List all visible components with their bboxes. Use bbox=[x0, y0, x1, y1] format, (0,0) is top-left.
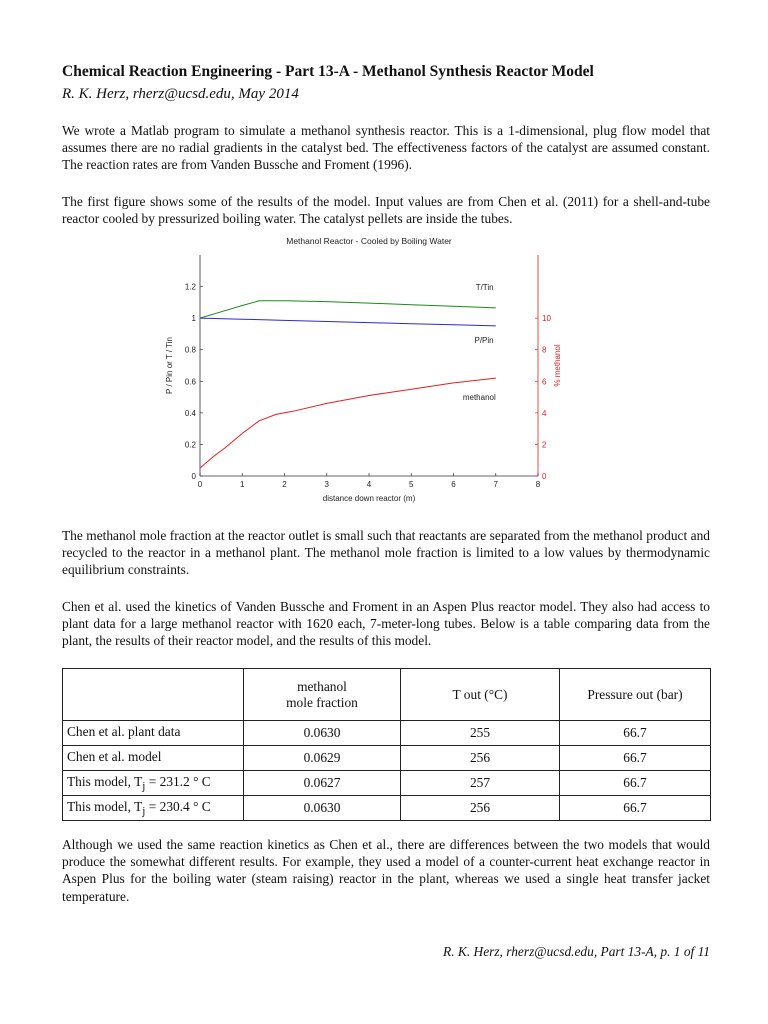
y-tick-label: 1.2 bbox=[184, 282, 196, 292]
series-label-methanol: methanol bbox=[462, 393, 496, 403]
t-out-cell: 257 bbox=[401, 771, 560, 796]
x-axis-label: distance down reactor (m) bbox=[322, 494, 416, 503]
y-tick-label: 0.4 bbox=[184, 408, 196, 418]
x-tick-label: 0 bbox=[197, 480, 203, 489]
table-row bbox=[63, 796, 711, 821]
x-tick-label: 2 bbox=[282, 480, 287, 489]
comparison-table bbox=[62, 668, 711, 821]
series-line-p-pin bbox=[200, 318, 496, 326]
x-tick-label: 5 bbox=[409, 480, 414, 489]
row-label: Chen et al. model bbox=[63, 746, 244, 771]
table-row bbox=[63, 721, 711, 746]
methanol-reactor-chart bbox=[158, 233, 568, 511]
table-header-cell: T out (°C) bbox=[401, 669, 560, 721]
t-out-cell: 256 bbox=[401, 796, 560, 821]
y-tick-label: 1 bbox=[191, 314, 196, 324]
document-page bbox=[62, 62, 710, 959]
paragraph-differences: Although we used the same reaction kinetics as Chen et al., there are differences between the two models that would produce the somewhat different results. For example, they used a model of a counter-current heat exchange reactor in Aspen Plus for the boiling water (steam raising) reactor in the plant, whereas we used a single heat transfer jacket temperature. bbox=[62, 837, 710, 904]
document-title: Chemical Reaction Engineering - Part 13-A - Methanol Synthesis Reactor Model bbox=[62, 63, 594, 80]
table-header-cell: Pressure out (bar) bbox=[560, 669, 711, 721]
y2-tick-label: 8 bbox=[542, 345, 547, 355]
row-label: This model, $T_j = 231.2$ ° C bbox=[63, 771, 244, 796]
paragraph-figure: The first figure shows some of the results of the model. Input values are from Chen et al. (2011) for a shell-and-tube reactor cooled by pressurized boiling water. The catalyst pellets are inside the tubes. bbox=[62, 194, 710, 227]
y2-tick-label: 2 bbox=[542, 440, 547, 450]
x-tick-label: 3 bbox=[324, 480, 329, 489]
y2-tick-label: 6 bbox=[542, 377, 547, 387]
x-tick-label: 1 bbox=[240, 480, 245, 489]
p-out-cell: 66.7 bbox=[560, 771, 711, 796]
y-tick-label: 0 bbox=[191, 472, 196, 481]
mole-fraction-cell: 0.0630 bbox=[244, 796, 401, 821]
x-tick-label: 6 bbox=[451, 480, 456, 489]
y-tick-label: 0.2 bbox=[184, 440, 196, 450]
table-header-cell bbox=[63, 669, 244, 721]
paragraph-intro: We wrote a Matlab program to simulate a methanol synthesis reactor. This is a 1-dimensional, plug flow model that assumes there are no radial gradients in the catalyst bed. The effectiveness factors of the catalyst are assumed constant. The reaction rates are from Vanden Bussche and Froment (1996). bbox=[62, 123, 710, 173]
page-footer: R. K. Herz, rherz@ucsd.edu, Part 13-A, p. 1 of 11 bbox=[443, 944, 710, 959]
y2-axis-label: % methanol bbox=[553, 344, 562, 387]
x-tick-label: 4 bbox=[366, 480, 372, 489]
series-label-t-tin: T/Tin bbox=[475, 282, 494, 292]
p-out-cell: 66.7 bbox=[560, 721, 711, 746]
series-line-t-tin bbox=[200, 301, 496, 318]
paragraph-mole-fraction: The methanol mole fraction at the reactor outlet is small such that reactants are separated from the methanol product and recycled to the reactor in a methanol plant. The methanol mole fraction is limited to a low values by thermodynamic equilibrium constraints. bbox=[62, 528, 710, 578]
mole-fraction-cell: 0.0629 bbox=[244, 746, 401, 771]
table-header-cell: methanol mole fraction bbox=[244, 669, 401, 721]
mole-fraction-cell: 0.0627 bbox=[244, 771, 401, 796]
series-line-methanol bbox=[200, 378, 496, 468]
row-label: This model, $T_j = 230.4$ ° C bbox=[63, 796, 244, 821]
row-label: Chen et al. plant data bbox=[63, 721, 244, 746]
chart-title: Methanol Reactor - Cooled by Boiling Water bbox=[286, 236, 452, 246]
y-axis-label: P / Pin or T / Tin bbox=[165, 337, 174, 394]
t-out-cell: 255 bbox=[401, 721, 560, 746]
y-tick-label: 0.6 bbox=[184, 377, 196, 387]
table-row bbox=[63, 771, 711, 796]
y-tick-label: 0.8 bbox=[184, 345, 196, 355]
paragraph-chen: Chen et al. used the kinetics of Vanden Bussche and Froment in an Aspen Plus reactor model. They also had access to plant data for a large methanol reactor with 1620 each, 7-meter-long tubes. Below is a table comparing data from the plant, the results of their reactor model, and the results of this model. bbox=[62, 599, 710, 649]
mole-fraction-cell: 0.0630 bbox=[244, 721, 401, 746]
x-tick-label: 8 bbox=[535, 480, 541, 489]
chart-svg bbox=[158, 233, 568, 511]
x-tick-label: 7 bbox=[493, 480, 498, 489]
y2-tick-label: 0 bbox=[542, 472, 547, 481]
y2-tick-label: 10 bbox=[542, 314, 551, 324]
table-header-row bbox=[63, 669, 711, 721]
table-row bbox=[63, 746, 711, 771]
t-out-cell: 256 bbox=[401, 746, 560, 771]
author-byline: R. K. Herz, rherz@ucsd.edu, May 2014 bbox=[62, 86, 299, 102]
p-out-cell: 66.7 bbox=[560, 746, 711, 771]
series-label-p-pin: P/Pin bbox=[474, 335, 494, 345]
y2-tick-label: 4 bbox=[542, 408, 547, 418]
p-out-cell: 66.7 bbox=[560, 796, 711, 821]
